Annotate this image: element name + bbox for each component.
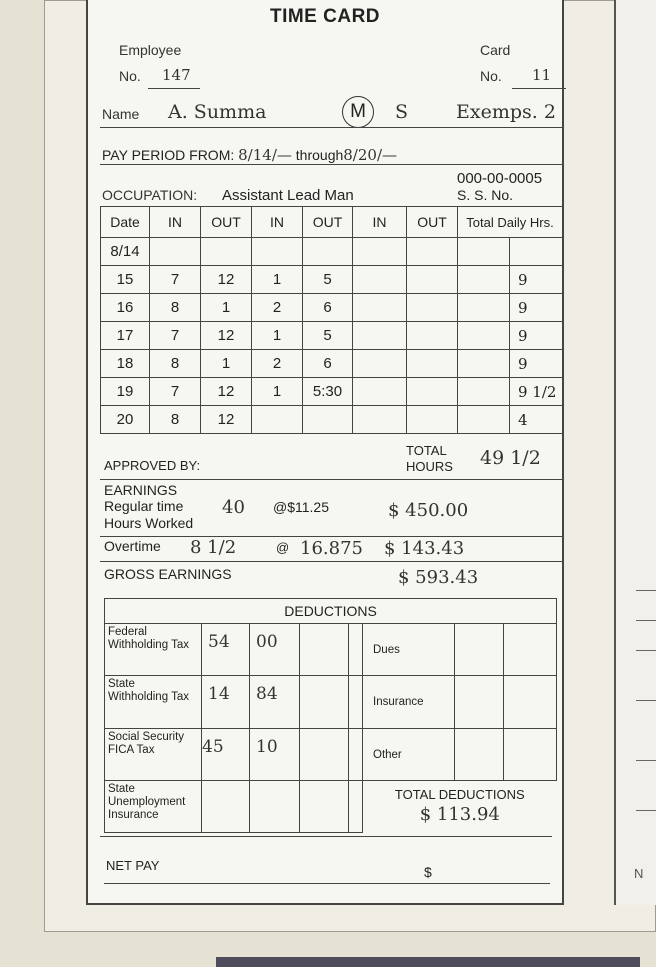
cell-in-1: 8 (150, 294, 201, 322)
cell-in-1: 7 (150, 266, 201, 294)
total-hours: 49 1/2 (480, 447, 541, 469)
card-no-label: No. (480, 68, 502, 84)
hours-row (101, 266, 563, 294)
regular-amount: $ 450.00 (388, 500, 469, 521)
card-number: 11 (532, 66, 552, 84)
cell-out-2 (303, 238, 353, 266)
pay-period-through-label: through (295, 147, 344, 163)
cell-in-3 (353, 266, 407, 294)
marital-single: S (395, 101, 409, 123)
cell-date: 20 (101, 406, 150, 434)
state-withholding-cents: 84 (250, 676, 300, 729)
cell-date: 17 (101, 322, 150, 350)
fica-tax-label: Social Security FICA Tax (105, 729, 202, 781)
cell-out-3 (407, 322, 458, 350)
cell-total-daily-hours: 9 1/2 (510, 378, 563, 406)
ssn-label: S. S. No. (457, 187, 514, 203)
cell-blank (458, 406, 510, 434)
cell-out-3 (407, 238, 458, 266)
cell-in-1: 8 (150, 350, 201, 378)
cell-date: 15 (101, 266, 150, 294)
cell-blank (458, 294, 510, 322)
total-hours-label: TOTAL HOURS (406, 443, 453, 474)
col-in-1: IN (150, 207, 201, 238)
approved-by-label: APPROVED BY: (104, 458, 201, 473)
cell-in-2 (252, 238, 303, 266)
cell-out-1: 12 (201, 378, 252, 406)
cell-total-daily-hours: 9 (510, 266, 563, 294)
cell-out-3 (407, 266, 458, 294)
cell-in-3 (353, 378, 407, 406)
occupation: Assistant Lead Man (222, 187, 354, 204)
col-total-daily-hours: Total Daily Hrs. (458, 207, 563, 238)
total-deductions-cell (363, 781, 557, 833)
cell-out-3 (407, 350, 458, 378)
cell-blank (458, 266, 510, 294)
occupation-label: OCCUPATION: (102, 187, 198, 203)
cell-out-1 (201, 238, 252, 266)
cell-out-1: 1 (201, 294, 252, 322)
total-deductions-amount: $ 113.94 (419, 804, 500, 825)
cell-total-daily-hours (510, 238, 563, 266)
state-unemployment-dollars (202, 781, 250, 833)
cell-in-3 (353, 238, 407, 266)
fica-tax-cents: 10 (250, 729, 300, 781)
overtime-hours: 8 1/2 (190, 537, 237, 558)
cell-total-daily-hours: 9 (510, 322, 563, 350)
net-pay-currency: $ (424, 864, 432, 880)
card-title: TIME CARD (269, 6, 381, 27)
cell-total-daily-hours: 9 (510, 294, 563, 322)
cell-in-2 (252, 406, 303, 434)
cell-in-2: 1 (252, 322, 303, 350)
employee-number: 147 (162, 66, 191, 84)
cell-out-2: 5 (303, 322, 353, 350)
cell-blank (458, 350, 510, 378)
pay-period-from: 8/14/— (238, 146, 292, 164)
hours-table (100, 206, 563, 434)
other-label: Other (363, 729, 455, 781)
cell-out-1: 1 (201, 350, 252, 378)
deductions-title: DEDUCTIONS (105, 599, 557, 624)
cell-out-1: 12 (201, 406, 252, 434)
state-withholding-dollars: 14 (202, 676, 250, 729)
regular-hours: 40 (222, 497, 245, 518)
time-card (86, 0, 564, 905)
total-deductions-label: TOTAL DEDUCTIONS (394, 787, 525, 802)
employee-label: Employee (119, 42, 182, 58)
overtime-amount: $ 143.43 (384, 538, 465, 559)
card-label: Card (480, 42, 511, 58)
adjacent-card-fragment: N (634, 866, 644, 881)
cell-date: 8/14 (101, 238, 150, 266)
overtime-at: @ (276, 540, 290, 555)
cell-in-3 (353, 406, 407, 434)
cell-in-3 (353, 350, 407, 378)
cell-in-2: 1 (252, 378, 303, 406)
regular-rate: @$11.25 (273, 499, 329, 515)
cell-in-1: 7 (150, 322, 201, 350)
cell-total-daily-hours: 9 (510, 350, 563, 378)
cell-out-1: 12 (201, 322, 252, 350)
col-date: Date (101, 207, 150, 238)
hours-row (101, 378, 563, 406)
employee-name: A. Summa (168, 101, 267, 123)
marital-married-circled: M (342, 96, 374, 128)
cell-out-3 (407, 406, 458, 434)
cell-blank (458, 378, 510, 406)
name-label: Name (102, 106, 140, 122)
adjacent-card-edge (614, 0, 656, 905)
cell-in-3 (353, 322, 407, 350)
cell-in-2: 1 (252, 266, 303, 294)
federal-withholding-dollars: 54 (202, 624, 250, 676)
col-out-2: OUT (303, 207, 353, 238)
cell-out-2 (303, 406, 353, 434)
overtime-rate: 16.875 (300, 538, 363, 559)
hours-row (101, 350, 563, 378)
hours-row (101, 406, 563, 434)
hours-worked-label: Hours Worked (104, 515, 194, 531)
cell-total-daily-hours: 4 (510, 406, 563, 434)
pay-period (102, 146, 397, 164)
cell-date: 16 (101, 294, 150, 322)
cell-out-3 (407, 378, 458, 406)
col-out-3: OUT (407, 207, 458, 238)
cell-out-2: 5 (303, 266, 353, 294)
net-pay-label: NET PAY (106, 858, 160, 873)
overtime-label: Overtime (104, 538, 161, 554)
cell-out-3 (407, 294, 458, 322)
state-withholding-label: State Withholding Tax (105, 676, 202, 729)
hours-row (101, 322, 563, 350)
desk-edge (216, 957, 640, 967)
col-out-1: OUT (201, 207, 252, 238)
cell-in-2: 2 (252, 350, 303, 378)
col-in-3: IN (353, 207, 407, 238)
cell-blank (458, 322, 510, 350)
fica-tax-dollars: 45 (202, 729, 250, 781)
cell-out-1: 12 (201, 266, 252, 294)
cell-in-2: 2 (252, 294, 303, 322)
cell-date: 19 (101, 378, 150, 406)
pay-period-label: PAY PERIOD FROM: (102, 147, 235, 163)
cell-in-1: 8 (150, 406, 201, 434)
hours-row (101, 238, 563, 266)
earnings-label: EARNINGS (104, 482, 178, 498)
cell-out-2: 6 (303, 294, 353, 322)
deductions-table (104, 598, 557, 833)
cell-in-3 (353, 294, 407, 322)
cell-out-2: 6 (303, 350, 353, 378)
employee-no-label: No. (119, 68, 141, 84)
cell-date: 18 (101, 350, 150, 378)
cell-blank (458, 238, 510, 266)
ssn: 000-00-0005 (457, 170, 543, 187)
insurance-label: Insurance (363, 676, 455, 729)
regular-time-label: Regular time (104, 498, 184, 514)
state-unemployment-label: State Unemployment Insurance (105, 781, 202, 833)
col-in-2: IN (252, 207, 303, 238)
state-unemployment-cents (250, 781, 300, 833)
exemptions: Exemps. 2 (456, 101, 556, 123)
federal-withholding-label: Federal Withholding Tax (105, 624, 202, 676)
cell-out-2: 5:30 (303, 378, 353, 406)
dues-label: Dues (363, 624, 455, 676)
gross-earnings-label: GROSS EARNINGS (104, 566, 232, 582)
gross-earnings-amount: $ 593.43 (398, 567, 479, 588)
federal-withholding-cents: 00 (250, 624, 300, 676)
hours-table-header (101, 207, 563, 238)
cell-in-1: 7 (150, 378, 201, 406)
pay-period-to: 8/20/— (343, 146, 398, 164)
cell-in-1 (150, 238, 201, 266)
hours-row (101, 294, 563, 322)
